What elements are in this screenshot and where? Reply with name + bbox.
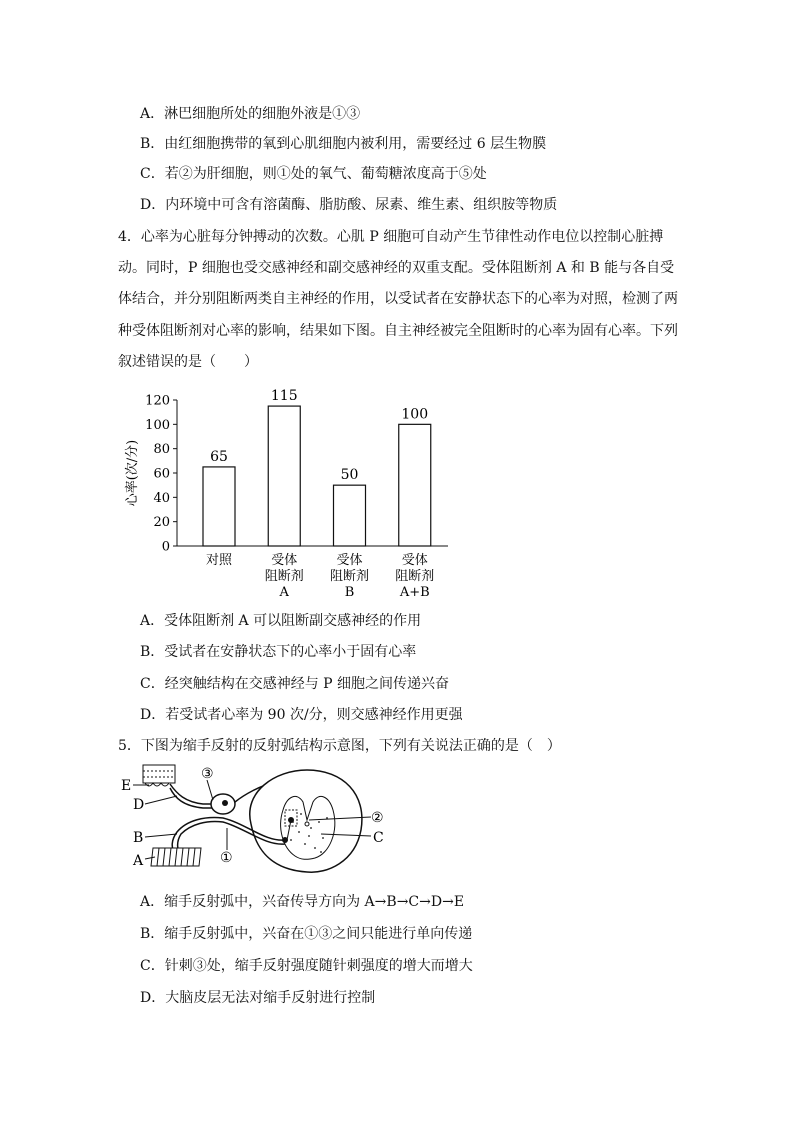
q5-option-b: B．缩手反射弧中，兴奋在①③之间只能进行单向传递 — [140, 926, 473, 942]
q3-option-b: B．由红细胞携带的氧到心肌细胞内被利用，需要经过 6 层生物膜 — [140, 136, 547, 152]
bar — [203, 467, 235, 546]
bar — [268, 406, 300, 546]
q3-option-a: A．淋巴细胞所处的细胞外液是①③ — [140, 106, 361, 122]
y-tick-label: 40 — [153, 490, 170, 506]
label-b: B — [133, 830, 144, 846]
q4-option-b: B．受试者在安静状态下的心率小于固有心率 — [140, 644, 417, 660]
x-tick-label: 受体 — [401, 553, 428, 568]
x-tick-label: 受体 — [271, 553, 298, 568]
bar — [334, 485, 366, 546]
y-tick-label: 20 — [153, 515, 170, 531]
heart-rate-bar-chart — [120, 380, 460, 605]
afferent-nerve — [170, 784, 213, 804]
bar — [399, 424, 431, 546]
bar-value-label: 50 — [340, 467, 359, 484]
y-tick-label: 60 — [153, 466, 170, 482]
y-tick-label: 80 — [153, 442, 170, 458]
x-tick-label: 阻断剂 — [395, 569, 435, 584]
x-tick-label: A+B — [399, 585, 430, 600]
x-tick-label: A — [279, 585, 289, 600]
label-a: A — [133, 853, 144, 869]
effector-muscle — [151, 848, 201, 866]
q5-option-d: D．大脑皮层无法对缩手反射进行控制 — [140, 990, 376, 1006]
q5-option-c: C．针刺③处，缩手反射强度随针刺强度的增大而增大 — [140, 958, 473, 974]
bar-value-label: 115 — [270, 388, 298, 405]
q5-option-a: A．缩手反射弧中，兴奋传导方向为 A→B→C→D→E — [140, 894, 465, 910]
y-tick-label: 0 — [161, 539, 170, 555]
receptor-skin — [143, 765, 175, 786]
q5-stem: 5．下图为缩手反射的反射弧结构示意图，下列有关说法正确的是（ ） — [118, 738, 561, 754]
y-axis-label: 心率(次/分) — [125, 439, 140, 507]
label-circle-2: ② — [371, 810, 384, 826]
x-tick-label: 阻断剂 — [329, 569, 370, 584]
label-circle-1: ① — [220, 850, 233, 866]
bar-value-label: 100 — [401, 406, 429, 423]
x-tick-label: B — [344, 585, 355, 600]
y-tick-label: 100 — [145, 417, 170, 433]
label-c: C — [373, 830, 384, 846]
q3-option-d: D．内环境中可含有溶菌酶、脂肪酸、尿素、维生素、组织胺等物质 — [140, 197, 558, 213]
q4-option-a: A．受体阻断剂 A 可以阻断副交感神经的作用 — [140, 613, 422, 629]
x-tick-label: 受体 — [336, 553, 363, 568]
x-tick-label: 阻断剂 — [264, 569, 304, 584]
label-circle-3: ③ — [201, 766, 214, 782]
y-tick-label: 120 — [145, 393, 170, 409]
reflex-arc-diagram — [115, 762, 395, 877]
bar-value-label: 65 — [210, 448, 228, 465]
spinal-cord — [250, 770, 362, 872]
x-tick-label: 对照 — [205, 553, 233, 568]
q3-option-c: C．若②为肝细胞，则①处的氧气、葡萄糖浓度高于⑤处 — [140, 166, 487, 182]
q4-option-d: D．若受试者心率为 90 次/分，则交感神经作用更强 — [140, 707, 463, 723]
label-d: D — [133, 797, 145, 813]
q4-option-c: C．经突触结构在交感神经与 P 细胞之间传递兴奋 — [140, 676, 450, 692]
label-e: E — [121, 778, 132, 794]
q4-stem: 4．心率为心脏每分钟搏动的次数。心肌 P 细胞可自动产生节律性动作电位以控制心脏搏动。同时，P 细胞也受交感神经和副交感神经的双重支配。受体阻断剂 A 和 B 能与各自受体结合，并分别阻断两类自主神经的作用，以受试者在安静状态下的心率为对照，检测了两种受体阻断剂对心率的影响，结果如下图。自主神经被完全阻断时的心率为固有心率。下列叙述错误的是（ ） — [118, 229, 678, 370]
